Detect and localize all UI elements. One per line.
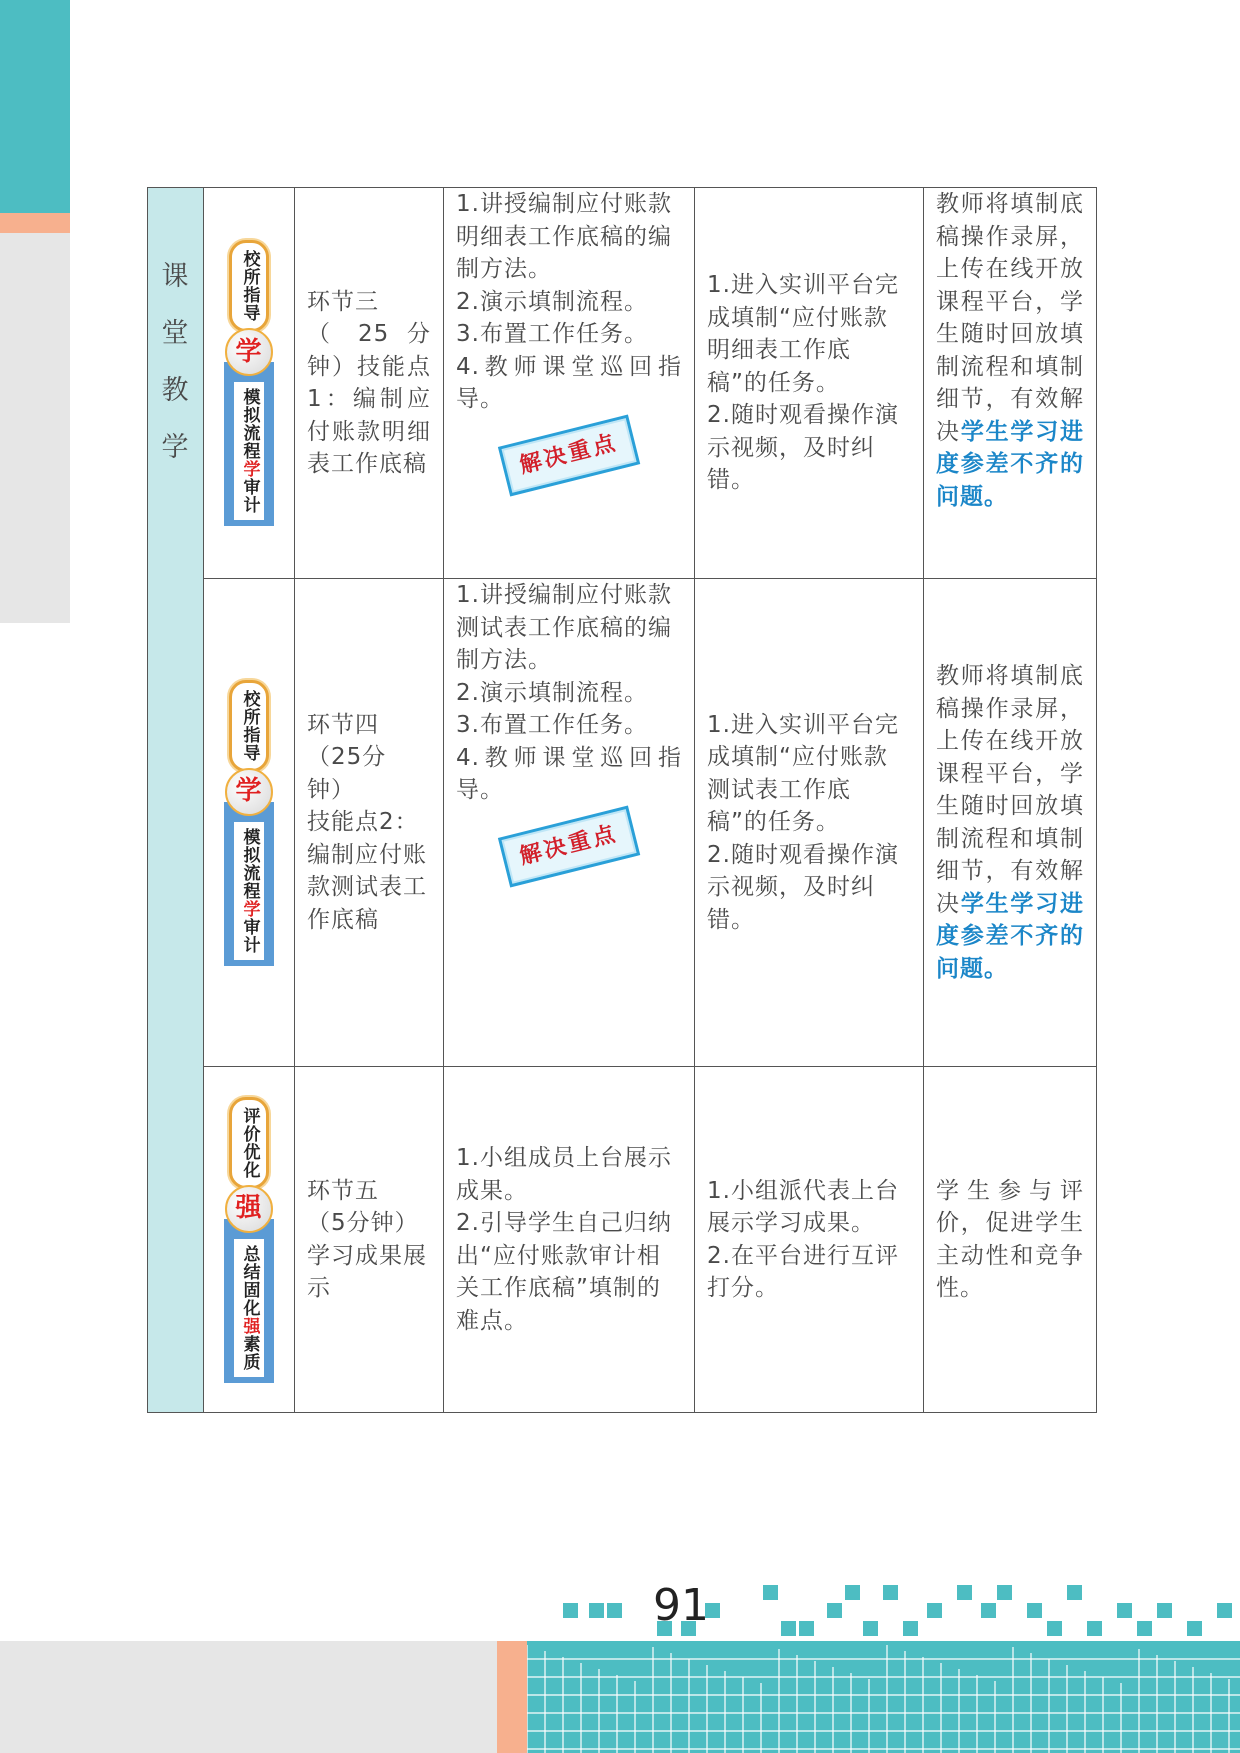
- badge-circle: 学: [225, 328, 273, 376]
- student-activity-item: 2.随时观看操作演示视频，及时纠错。: [707, 402, 899, 494]
- teacher-activity-item: 4.教师课堂巡回指导。: [456, 744, 682, 803]
- category-char: 教: [161, 375, 190, 406]
- footer-pixel-decoration: [527, 1575, 1240, 1753]
- teacher-activity-item: 1.讲授编制应付账款明细表工作底稿的编制方法。: [456, 191, 672, 282]
- badge-bottom-label: 模拟流程 学 审计: [234, 822, 264, 960]
- footer-gray-band: [0, 1641, 497, 1753]
- student-activity-item: 2.在平台进行互评打分。: [707, 1242, 899, 1301]
- design-intent-cell: [924, 579, 1097, 1067]
- student-activity-item: 1.进入实训平台完成填制“应付账款明细表工作底稿”的任务。: [707, 272, 899, 396]
- stage-cell: [295, 1067, 444, 1413]
- category-char: 课: [161, 261, 190, 292]
- teacher-activity-cell: [444, 1067, 695, 1413]
- student-activity-cell: [695, 579, 924, 1067]
- badge-cell: [204, 579, 295, 1067]
- student-activity-item: 1.小组派代表上台展示学习成果。: [707, 1177, 899, 1236]
- lesson-plan-table: [147, 187, 1097, 1413]
- badge-circle: 学: [225, 768, 273, 816]
- design-intent-cell: [924, 1067, 1097, 1413]
- design-intent-highlight: 学生学习进度参差不齐的问题。: [936, 890, 1085, 982]
- design-intent-cell: [924, 188, 1097, 579]
- teacher-activity-item: 3.布置工作任务。: [456, 712, 648, 738]
- badge-top-label: 校所指导: [229, 680, 269, 772]
- stage-text: 环节五 （5分钟） 学习成果展示: [307, 1177, 427, 1301]
- table-row: [148, 1067, 1097, 1413]
- stage-text: 环节三 （ 25 分钟）技能点1：编制应付账款明细表工作底稿: [307, 288, 431, 477]
- badge-bottom: [224, 802, 274, 966]
- student-activity-cell: [695, 188, 924, 579]
- badge-bottom: [224, 362, 274, 526]
- student-activity-item: 2.随时观看操作演示视频，及时纠错。: [707, 841, 899, 933]
- badge-top-label: 评价优化: [229, 1097, 269, 1189]
- category-char: 学: [161, 432, 190, 463]
- student-activity-item: 1.进入实训平台完成填制“应付账款测试表工作底稿”的任务。: [707, 711, 899, 836]
- design-intent-text: 教师将填制底稿操作录屏，上传在线开放课程平台，学生随时回放填制流程和填制细节，有效解决: [936, 191, 1084, 445]
- left-peach-bar: [0, 213, 70, 233]
- left-teal-bar: [0, 0, 70, 213]
- badge-bottom-label: 模拟流程 学 审计: [234, 382, 264, 520]
- stage-text: 环节四 （25分钟） 技能点2：编制应付账款测试表工作底稿: [307, 711, 427, 933]
- category-cell: [148, 188, 204, 1413]
- teacher-activity-item: 1.讲授编制应付账款测试表工作底稿的编制方法。: [456, 582, 672, 673]
- design-intent-highlight: 学生学习进度参差不齐的问题。: [936, 418, 1085, 510]
- badge-circle: 强: [225, 1185, 273, 1233]
- key-point-stamp: 解决重点: [498, 414, 640, 495]
- teacher-activity-item: 1.小组成员上台展示成果。: [456, 1145, 672, 1204]
- teacher-activity-item: 3.布置工作任务。: [456, 321, 648, 347]
- teacher-activity-item: 4.教师课堂巡回指导。: [456, 353, 682, 412]
- stage-cell: [295, 188, 444, 579]
- stage-badge: [224, 680, 274, 966]
- teacher-activity-item: 2.演示填制流程。: [456, 679, 648, 706]
- table-row: [148, 579, 1097, 1067]
- category-char: 堂: [161, 318, 190, 349]
- footer-peach-band: [497, 1641, 527, 1753]
- teacher-activity-cell: [444, 579, 695, 1067]
- key-point-stamp: 解决重点: [498, 805, 640, 886]
- stage-badge: [224, 240, 274, 526]
- teacher-activity-cell: [444, 188, 695, 579]
- teacher-activity-item: 2.引导学生自己归纳出“应付账款审计相关工作底稿”填制的难点。: [456, 1210, 672, 1334]
- stage-badge: [224, 1097, 274, 1383]
- teacher-activity-item: 2.演示填制流程。: [456, 288, 648, 315]
- stage-cell: [295, 579, 444, 1067]
- table-row: [148, 188, 1097, 579]
- badge-top-label: 校所指导: [229, 240, 269, 332]
- badge-cell: [204, 188, 295, 579]
- badge-bottom-label: 总结固化 强 素质: [234, 1239, 264, 1377]
- left-gray-bar: [0, 233, 70, 623]
- badge-bottom: [224, 1219, 274, 1383]
- student-activity-cell: [695, 1067, 924, 1413]
- page-number: 91: [653, 1580, 709, 1631]
- badge-cell: [204, 1067, 295, 1413]
- design-intent-text: 学生参与评价，促进学生主动性和竞争性。: [936, 1177, 1084, 1301]
- design-intent-text: 教师将填制底稿操作录屏，上传在线开放课程平台，学生随时回放填制流程和填制细节，有效解决: [936, 663, 1084, 917]
